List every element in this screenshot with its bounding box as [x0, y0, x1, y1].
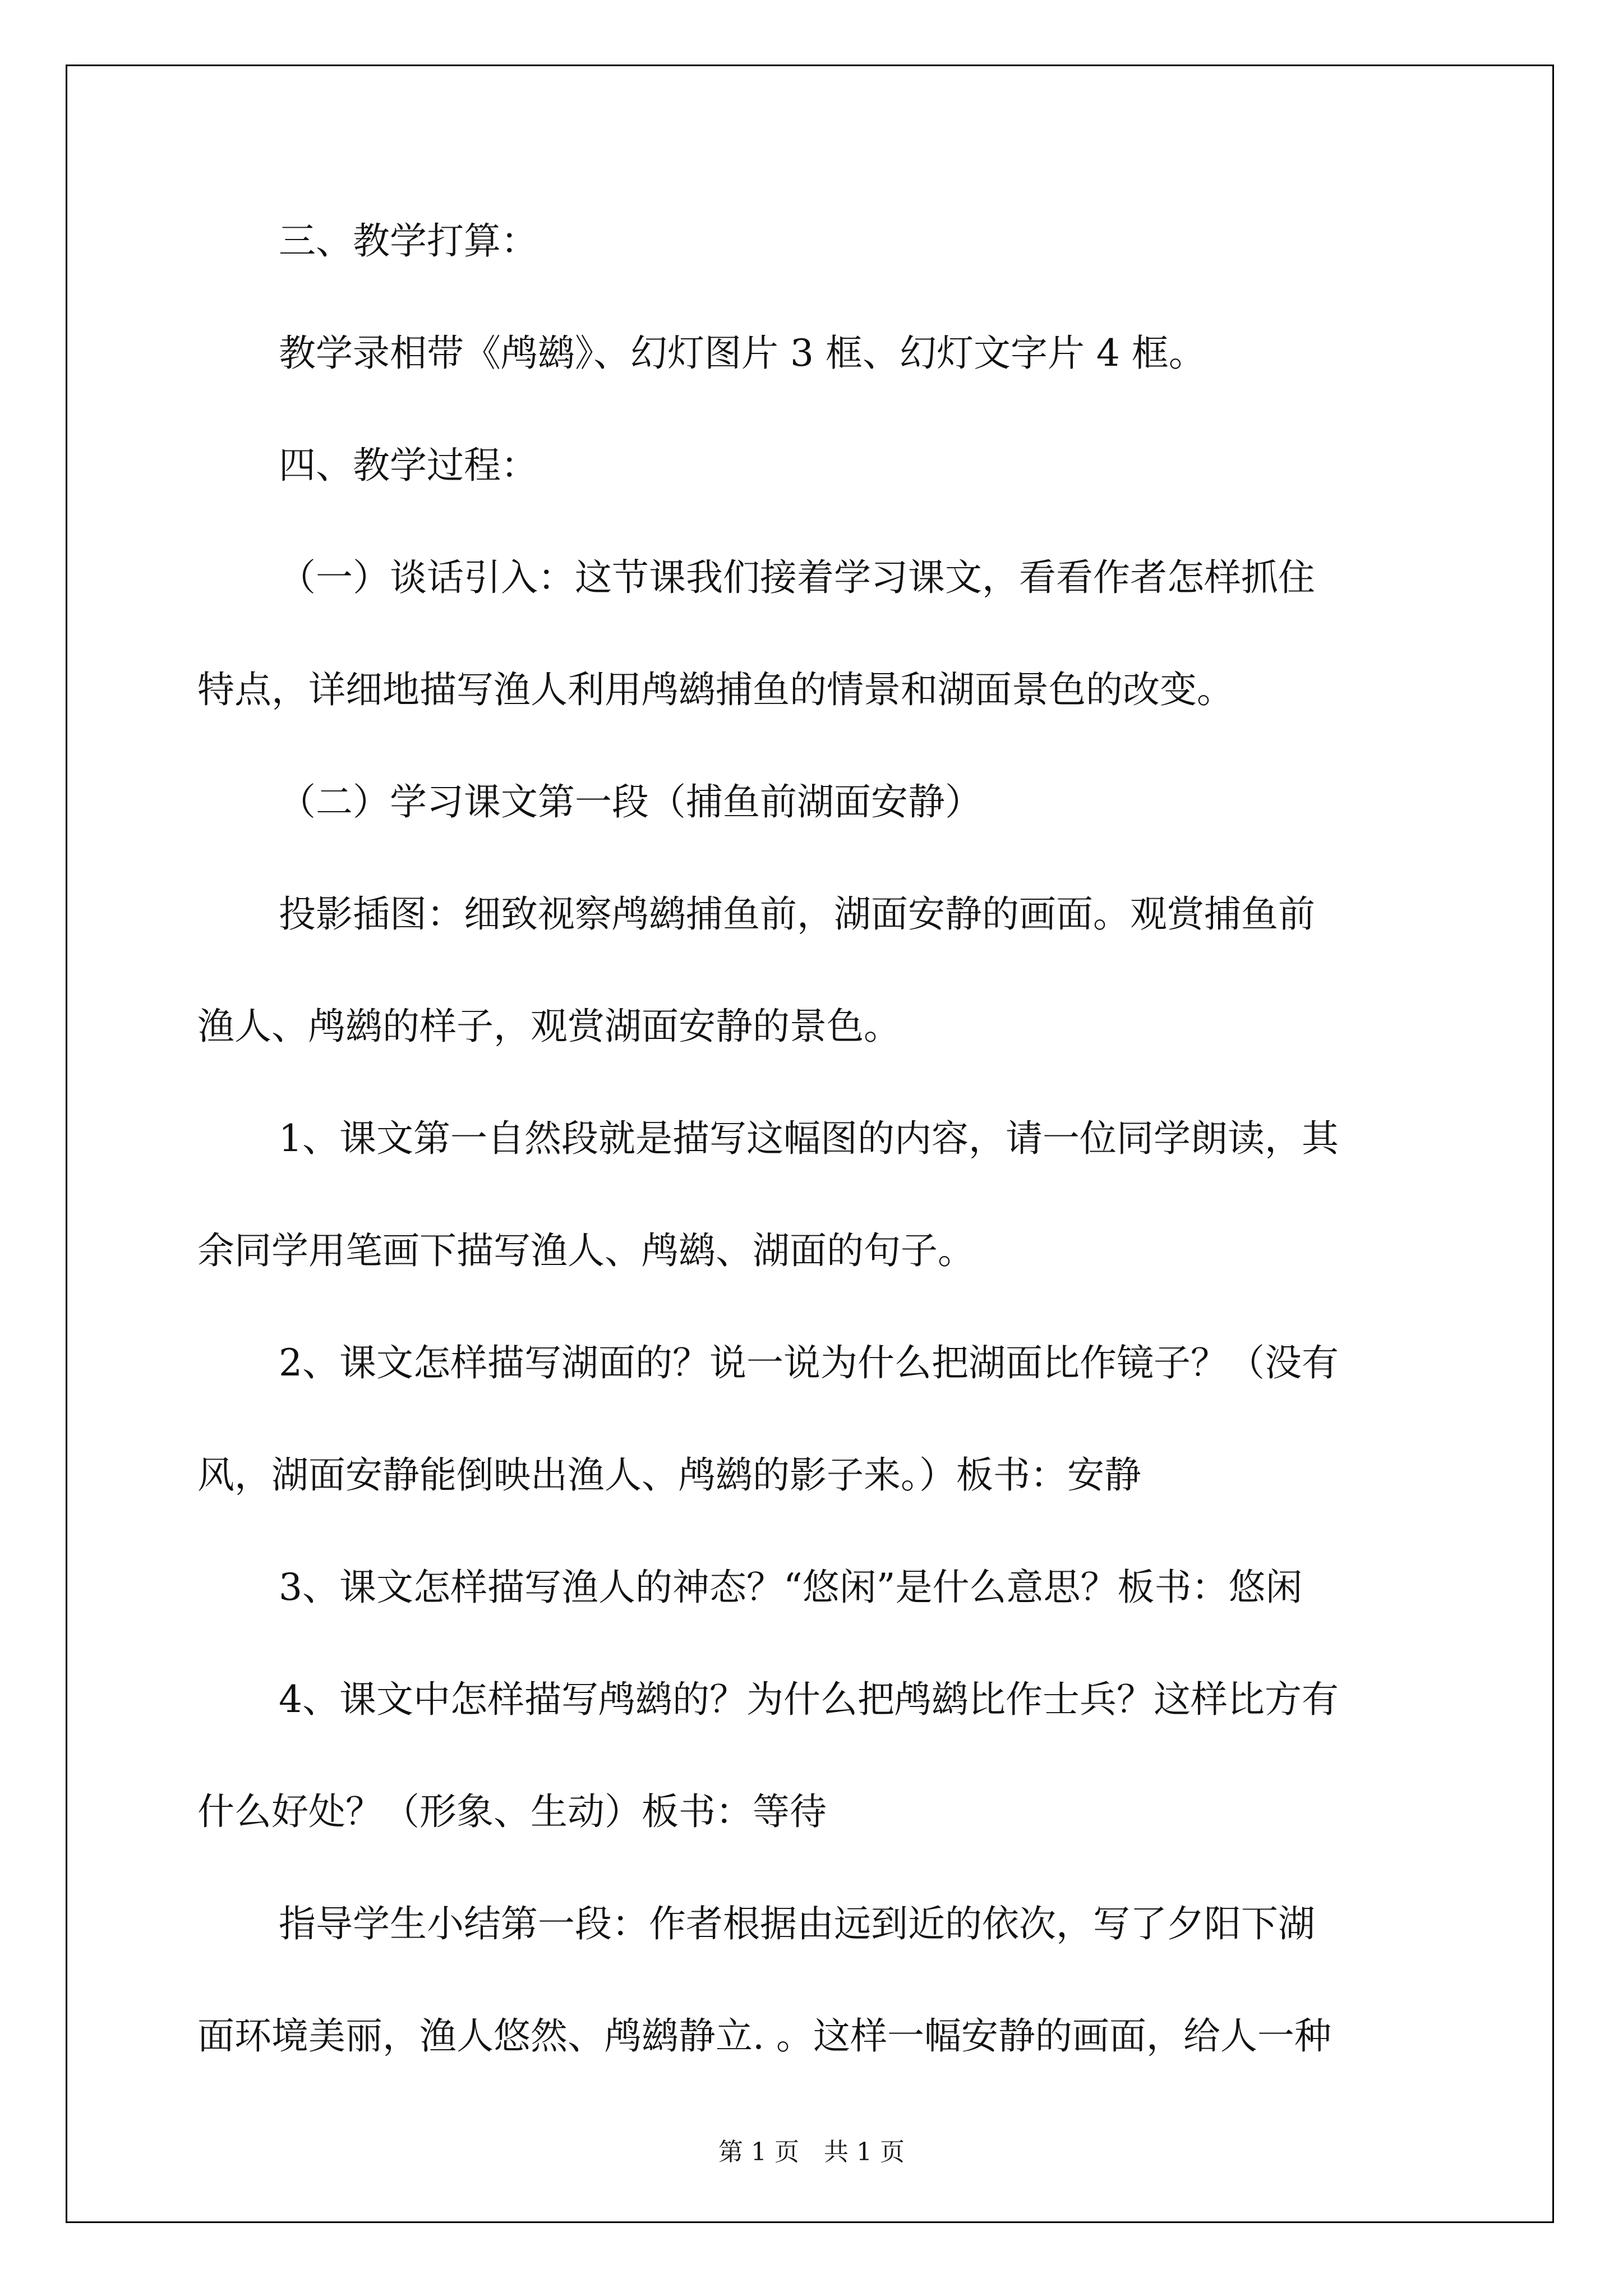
text-line-heading-4: 四、教学过程： — [279, 444, 538, 487]
text-line: 余同学用笔画下描写渔人、鸬鹚、湖面的句子。 — [197, 1229, 975, 1272]
page-number: 第 1 页 共 1 页 — [718, 2138, 905, 2166]
text-line: 3、课文怎样描写渔人的神态？“悠闲”是什么意思？板书：悠闲 — [279, 1566, 1303, 1609]
text-line: 4、课文中怎样描写鸬鹚的？为什么把鸬鹚比作士兵？这样比方有 — [279, 1678, 1339, 1721]
text-line: 风，湖面安静能倒映出渔人、鸬鹚的影子来。）板书：安静 — [197, 1453, 1141, 1497]
text-line: 面环境美丽，渔人悠然、鸬鹚静立. 。这样一幅安静的画面，给人一种 — [197, 2014, 1331, 2058]
text-line: 投影插图：细致视察鸬鹚捕鱼前，湖面安静的画面。观赏捕鱼前 — [279, 892, 1315, 936]
text-line: （一）谈话引入：这节课我们接着学习课文，看看作者怎样抓住 — [279, 556, 1315, 599]
text-line: 指导学生小结第一段：作者根据由远到近的依次，写了夕阳下湖 — [279, 1902, 1315, 1945]
text-line-heading-3: 三、教学打算： — [279, 219, 538, 263]
text-line: 2、课文怎样描写湖面的？说一说为什么把湖面比作镜子？（没有 — [279, 1341, 1339, 1384]
text-line: 1、课文第一自然段就是描写这幅图的内容，请一位同学朗读，其 — [279, 1117, 1339, 1160]
text-line: 什么好处？（形象、生动）板书：等待 — [197, 1790, 827, 1833]
page-footer — [0, 2132, 1623, 2168]
text-line: （二）学习课文第一段（捕鱼前湖面安静） — [279, 780, 982, 823]
text-line: 特点，详细地描写渔人利用鸬鹚捕鱼的情景和湖面景色的改变。 — [197, 668, 1234, 711]
text-line: 渔人、鸬鹚的样子，观赏湖面安静的景色。 — [197, 1005, 901, 1048]
text-line: 教学录相带《鸬鹚》、幻灯图片 3 框、幻灯文字片 4 框。 — [279, 332, 1206, 375]
